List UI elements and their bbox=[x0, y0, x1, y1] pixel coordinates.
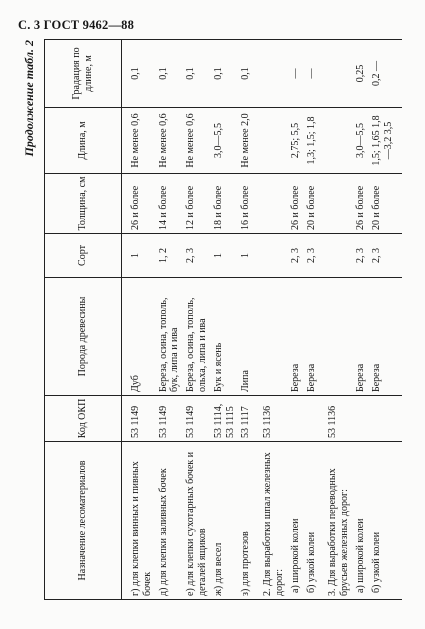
cell-purpose: 3. Для выработки переводных брусьев железных дорог: bbox=[325, 442, 353, 600]
cell-purpose: а) широкой колеи bbox=[288, 442, 304, 600]
cell-gradation: — bbox=[288, 40, 304, 108]
cell-length: 1,5; 1,65 1,8—3,2 3,5 bbox=[369, 108, 397, 174]
table-row bbox=[128, 40, 156, 600]
cell-code: 53 1136 bbox=[260, 396, 288, 442]
col-header-thickness: Толщина, см bbox=[45, 174, 122, 234]
cell-thickness: 26 и более bbox=[288, 174, 304, 234]
cell-purpose: ж) для весел bbox=[211, 442, 239, 600]
cell-grade: 2, 3 bbox=[369, 234, 397, 278]
cell-gradation: — bbox=[304, 40, 320, 108]
cell-species: Береза, осина, тополь, ольха, липа и ива bbox=[183, 278, 211, 396]
cell-code: 53 1149 bbox=[156, 396, 184, 442]
spacer-row bbox=[396, 40, 402, 600]
cell-code: 53 1149 bbox=[128, 396, 156, 442]
cell-grade: 2, 3 bbox=[183, 234, 211, 278]
cell-species: Береза bbox=[369, 278, 397, 396]
col-header-species: Порода древесины bbox=[45, 278, 122, 396]
col-header-length: Длина, м bbox=[45, 108, 122, 174]
cell-code: 53 1149 bbox=[183, 396, 211, 442]
cell-purpose: б) узкой колеи bbox=[304, 442, 320, 600]
rotated-table-block bbox=[22, 40, 404, 600]
cell-gradation: 0,1 bbox=[156, 40, 184, 108]
cell-grade: 2, 3 bbox=[353, 234, 369, 278]
cell-grade: 1 bbox=[211, 234, 239, 278]
cell-code: 53 1136 bbox=[325, 396, 353, 442]
cell-purpose: е) для клепки сухотарных бочек и деталей ящиков bbox=[183, 442, 211, 600]
cell-length: Не менее 2,0 bbox=[238, 108, 254, 174]
cell-purpose: а) широкой колеи bbox=[353, 442, 369, 600]
cell-grade: 1 bbox=[238, 234, 254, 278]
cell-thickness: 20 и более bbox=[304, 174, 320, 234]
table-header-row bbox=[45, 40, 122, 600]
cell-species: Береза bbox=[353, 278, 369, 396]
cell-thickness: 26 и более bbox=[128, 174, 156, 234]
col-header-code: Код ОКП bbox=[45, 396, 122, 442]
cell-gradation: 0,25 bbox=[353, 40, 369, 108]
col-header-purpose: Назначение лесоматериалов bbox=[45, 442, 122, 600]
cell-grade: 1, 2 bbox=[156, 234, 184, 278]
cell-code bbox=[288, 396, 304, 442]
cell-code: 53 1114, 53 1115 bbox=[211, 396, 239, 442]
table-row bbox=[369, 40, 397, 600]
lumber-table bbox=[44, 39, 402, 600]
cell-gradation: 0,1 bbox=[183, 40, 211, 108]
cell-thickness: 20 и более bbox=[369, 174, 397, 234]
table-row bbox=[238, 40, 254, 600]
cell-thickness bbox=[260, 174, 288, 234]
cell-gradation: 0,1 bbox=[128, 40, 156, 108]
cell-length: Не менее 0,6 bbox=[128, 108, 156, 174]
cell-gradation: 0,1 bbox=[238, 40, 254, 108]
cell-gradation: 0,2 — bbox=[369, 40, 397, 108]
cell-thickness: 12 и более bbox=[183, 174, 211, 234]
cell-species: Береза bbox=[288, 278, 304, 396]
cell-length: 3,0—5,5 bbox=[211, 108, 239, 174]
cell-gradation: 0,1 bbox=[211, 40, 239, 108]
cell-code bbox=[353, 396, 369, 442]
table-row bbox=[304, 40, 320, 600]
cell-length: Не менее 0,6 bbox=[183, 108, 211, 174]
cell-length: 3,0—5,5 bbox=[353, 108, 369, 174]
cell-grade: 1 bbox=[128, 234, 156, 278]
cell-species: Береза bbox=[304, 278, 320, 396]
cell-species: Бук и ясень bbox=[211, 278, 239, 396]
cell-grade: 2, 3 bbox=[288, 234, 304, 278]
cell-purpose: д) для клепки заливных бочек bbox=[156, 442, 184, 600]
cell-purpose: 2. Для выработки шпал железных дорог: bbox=[260, 442, 288, 600]
table-row bbox=[211, 40, 239, 600]
cell-length bbox=[325, 108, 353, 174]
page-header: С. 3 ГОСТ 9462—88 bbox=[18, 18, 135, 32]
table-row bbox=[325, 40, 353, 600]
table-row bbox=[353, 40, 369, 600]
cell-gradation bbox=[260, 40, 288, 108]
cell-length: Не менее 0,6 bbox=[156, 108, 184, 174]
cell-length: 2,75; 5,5 bbox=[288, 108, 304, 174]
cell-thickness bbox=[325, 174, 353, 234]
cell-grade: 2, 3 bbox=[304, 234, 320, 278]
cell-thickness: 16 и более bbox=[238, 174, 254, 234]
cell-length: 1,3; 1,5; 1,8 bbox=[304, 108, 320, 174]
cell-code: 53 1117 bbox=[238, 396, 254, 442]
cell-purpose: б) узкой колеи bbox=[369, 442, 397, 600]
cell-length bbox=[260, 108, 288, 174]
cell-species: Дуб bbox=[128, 278, 156, 396]
cell-species: Липа bbox=[238, 278, 254, 396]
cell-species bbox=[260, 278, 288, 396]
table-row bbox=[156, 40, 184, 600]
col-header-gradation: Градация по длине, м bbox=[45, 40, 122, 108]
table-row bbox=[183, 40, 211, 600]
table-row bbox=[260, 40, 288, 600]
col-header-grade: Сорт bbox=[45, 234, 122, 278]
cell-species: Береза, осина, тополь, бук, липа и ива bbox=[156, 278, 184, 396]
table-caption: Продолжение табл. 2 bbox=[22, 40, 36, 157]
cell-code bbox=[304, 396, 320, 442]
cell-purpose: з) для протезов bbox=[238, 442, 254, 600]
cell-grade bbox=[325, 234, 353, 278]
cell-gradation bbox=[325, 40, 353, 108]
cell-thickness: 14 и более bbox=[156, 174, 184, 234]
cell-purpose: г) для клепки винных и пивных бочек bbox=[128, 442, 156, 600]
table-row bbox=[288, 40, 304, 600]
cell-thickness: 18 и более bbox=[211, 174, 239, 234]
cell-grade bbox=[260, 234, 288, 278]
cell-code bbox=[369, 396, 397, 442]
cell-thickness: 26 и более bbox=[353, 174, 369, 234]
cell-species bbox=[325, 278, 353, 396]
